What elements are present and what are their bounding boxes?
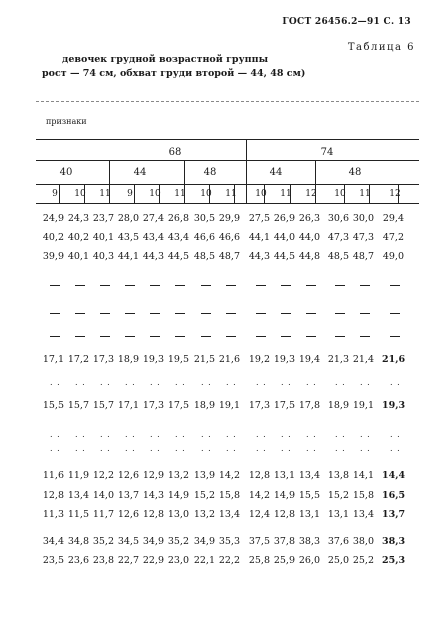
table-cell: 23,8: [92, 555, 114, 566]
table-cell: 14,1: [352, 470, 374, 481]
table-cell: 15,2: [327, 490, 349, 501]
table-cell: 14,2: [248, 490, 270, 501]
table-cell: 19,3: [382, 400, 406, 411]
table-cell: 14,3: [142, 490, 164, 501]
empty-dash: [390, 285, 400, 286]
empty-dash: [226, 313, 236, 314]
empty-dash: [50, 313, 60, 314]
column-header: 9: [52, 189, 58, 199]
table-cell: 17,3: [92, 354, 114, 365]
empty-dots: . .: [335, 378, 346, 387]
empty-dash: [335, 285, 345, 286]
header-line: [36, 203, 419, 204]
table-cell: 24,3: [67, 213, 89, 224]
table-cell: 25,3: [382, 555, 406, 566]
table-cell: 47,3: [352, 232, 374, 243]
table-cell: 17,1: [117, 400, 139, 411]
empty-dots: . .: [226, 444, 237, 453]
empty-dash: [335, 336, 345, 337]
empty-dots: . .: [100, 430, 111, 439]
table-cell: 17,5: [167, 400, 189, 411]
table-cell: 13,4: [298, 470, 320, 481]
empty-dots: . .: [390, 378, 401, 387]
table-cell: 19,1: [218, 400, 240, 411]
empty-dash: [226, 285, 236, 286]
empty-dots: . .: [150, 444, 161, 453]
table-cell: 29,4: [382, 213, 404, 224]
subgroup-header: 48: [203, 167, 217, 178]
table-cell: 18,9: [117, 354, 139, 365]
table-cell: 22,1: [193, 555, 215, 566]
empty-dash: [390, 336, 400, 337]
header-rule: [36, 139, 419, 140]
empty-dots: . .: [100, 378, 111, 387]
table-cell: 11,5: [67, 509, 89, 520]
table-cell: 15,5: [42, 400, 64, 411]
table-cell: 13,4: [352, 509, 374, 520]
empty-dots: . .: [125, 378, 136, 387]
table-cell: 34,5: [117, 536, 139, 547]
top-dashed-rule: [36, 101, 419, 102]
table-cell: 14,2: [218, 470, 240, 481]
table-cell: 23,6: [67, 555, 89, 566]
header-line: [36, 160, 419, 161]
empty-dots: . .: [306, 444, 317, 453]
table-title-line2: рост — 74 см, обхват груди второй — 44, 48 см): [42, 68, 306, 79]
empty-dots: . .: [50, 430, 61, 439]
column-header: 10: [200, 189, 212, 199]
empty-dash: [360, 313, 370, 314]
table-cell: 22,7: [117, 555, 139, 566]
table-cell: 30,5: [193, 213, 215, 224]
empty-dots: . .: [256, 444, 267, 453]
empty-dash: [360, 336, 370, 337]
table-cell: 12,8: [42, 490, 64, 501]
empty-dash: [335, 313, 345, 314]
empty-dash: [50, 336, 60, 337]
empty-dots: . .: [150, 430, 161, 439]
empty-dash: [75, 285, 85, 286]
table-cell: 35,2: [92, 536, 114, 547]
column-header: 11: [225, 189, 237, 199]
table-cell: 15,8: [218, 490, 240, 501]
table-cell: 38,3: [382, 536, 406, 547]
column-header: 11: [174, 189, 186, 199]
table-title-line1: девочек грудной возрастной группы: [62, 54, 269, 65]
empty-dots: . .: [360, 444, 371, 453]
table-cell: 35,3: [218, 536, 240, 547]
empty-dash: [256, 336, 266, 337]
table-cell: 19,3: [142, 354, 164, 365]
table-cell: 40,2: [42, 232, 64, 243]
column-header: 10: [255, 189, 267, 199]
table-cell: 48,5: [327, 251, 349, 262]
empty-dash: [175, 313, 185, 314]
table-cell: 37,8: [273, 536, 295, 547]
table-cell: 26,3: [298, 213, 320, 224]
table-cell: 14,0: [92, 490, 114, 501]
table-cell: 19,3: [273, 354, 295, 365]
empty-dots: . .: [125, 444, 136, 453]
empty-dots: . .: [281, 444, 292, 453]
table-cell: 35,2: [167, 536, 189, 547]
table-cell: 13,4: [67, 490, 89, 501]
empty-dash: [306, 336, 316, 337]
empty-dots: . .: [75, 378, 86, 387]
empty-dash: [100, 336, 110, 337]
empty-dash: [150, 313, 160, 314]
table-cell: 47,2: [382, 232, 404, 243]
group-header: 68: [168, 147, 182, 158]
column-header: 11: [359, 189, 371, 199]
table-cell: 38,0: [352, 536, 374, 547]
table-cell: 15,7: [67, 400, 89, 411]
table-cell: 38,3: [298, 536, 320, 547]
empty-dash: [150, 285, 160, 286]
table-cell: 13,1: [298, 509, 320, 520]
table-cell: 44,3: [142, 251, 164, 262]
table-cell: 22,9: [142, 555, 164, 566]
table-cell: 43,5: [117, 232, 139, 243]
table-cell: 19,1: [352, 400, 374, 411]
table-cell: 13,2: [193, 509, 215, 520]
empty-dash: [75, 336, 85, 337]
table-cell: 21,3: [327, 354, 349, 365]
table-cell: 26,0: [298, 555, 320, 566]
empty-dots: . .: [390, 430, 401, 439]
table-cell: 22,2: [218, 555, 240, 566]
group-header: 74: [320, 147, 334, 158]
table-cell: 17,8: [298, 400, 320, 411]
table-cell: 13,1: [273, 470, 295, 481]
empty-dots: . .: [281, 430, 292, 439]
table-cell: 15,7: [92, 400, 114, 411]
table-cell: 34,9: [193, 536, 215, 547]
table-cell: 47,3: [327, 232, 349, 243]
table-cell: 40,2: [67, 232, 89, 243]
table-cell: 13,1: [327, 509, 349, 520]
table-cell: 16,5: [382, 490, 406, 501]
table-cell: 17,5: [273, 400, 295, 411]
table-cell: 25,2: [352, 555, 374, 566]
table-cell: 17,1: [42, 354, 64, 365]
table-cell: 13,0: [167, 509, 189, 520]
table-cell: 12,6: [117, 470, 139, 481]
table-cell: 19,2: [248, 354, 270, 365]
table-cell: 37,5: [248, 536, 270, 547]
table-cell: 26,9: [273, 213, 295, 224]
table-cell: 43,4: [167, 232, 189, 243]
table-cell: 37,6: [327, 536, 349, 547]
table-cell: 15,8: [352, 490, 374, 501]
table-cell: 44,5: [167, 251, 189, 262]
empty-dash: [256, 285, 266, 286]
table-cell: 13,7: [117, 490, 139, 501]
empty-dots: . .: [306, 378, 317, 387]
table-cell: 28,0: [117, 213, 139, 224]
empty-dash: [306, 313, 316, 314]
table-cell: 44,1: [248, 232, 270, 243]
table-cell: 23,0: [167, 555, 189, 566]
table-cell: 46,6: [193, 232, 215, 243]
empty-dots: . .: [175, 378, 186, 387]
empty-dots: . .: [226, 378, 237, 387]
table-cell: 13,4: [218, 509, 240, 520]
empty-dash: [125, 285, 135, 286]
table-cell: 48,5: [193, 251, 215, 262]
table-cell: 11,7: [92, 509, 114, 520]
empty-dots: . .: [125, 430, 136, 439]
empty-dash: [125, 336, 135, 337]
empty-dots: . .: [150, 378, 161, 387]
table-cell: 23,5: [42, 555, 64, 566]
empty-dots: . .: [226, 430, 237, 439]
table-cell: 18,9: [327, 400, 349, 411]
table-cell: 18,9: [193, 400, 215, 411]
table-cell: 44,1: [117, 251, 139, 262]
empty-dash: [360, 285, 370, 286]
empty-dots: . .: [335, 430, 346, 439]
column-header: 12: [305, 189, 317, 199]
subgroup-header: 48: [348, 167, 362, 178]
empty-dots: . .: [175, 430, 186, 439]
table-cell: 30,6: [327, 213, 349, 224]
empty-dash: [256, 313, 266, 314]
table-cell: 34,4: [42, 536, 64, 547]
table-cell: 14,9: [273, 490, 295, 501]
table-cell: 15,5: [298, 490, 320, 501]
empty-dash: [125, 313, 135, 314]
empty-dash: [201, 313, 211, 314]
empty-dots: . .: [201, 378, 212, 387]
table-cell: 12,8: [273, 509, 295, 520]
table-cell: 21,6: [382, 354, 406, 365]
table-cell: 15,2: [193, 490, 215, 501]
table-cell: 49,0: [382, 251, 404, 262]
empty-dash: [281, 336, 291, 337]
table-cell: 40,1: [92, 232, 114, 243]
table-cell: 44,5: [273, 251, 295, 262]
table-cell: 21,5: [193, 354, 215, 365]
column-header: 10: [74, 189, 86, 199]
table-cell: 27,5: [248, 213, 270, 224]
table-cell: 40,3: [92, 251, 114, 262]
table-cell: 17,3: [142, 400, 164, 411]
table-cell: 21,4: [352, 354, 374, 365]
empty-dash: [100, 313, 110, 314]
column-header: 12: [389, 189, 401, 199]
empty-dash: [75, 313, 85, 314]
subgroup-header: 44: [269, 167, 283, 178]
table-cell: 17,2: [67, 354, 89, 365]
table-cell: 44,3: [248, 251, 270, 262]
empty-dash: [281, 313, 291, 314]
table-cell: 12,4: [248, 509, 270, 520]
column-header: 10: [149, 189, 161, 199]
table-cell: 11,3: [42, 509, 64, 520]
empty-dots: . .: [75, 444, 86, 453]
column-separator: [246, 184, 247, 203]
table-cell: 44,0: [273, 232, 295, 243]
table-cell: 44,0: [298, 232, 320, 243]
empty-dots: . .: [306, 430, 317, 439]
table-cell: 14,4: [382, 470, 406, 481]
table-cell: 12,6: [117, 509, 139, 520]
empty-dots: . .: [281, 378, 292, 387]
table-cell: 23,7: [92, 213, 114, 224]
empty-dots: . .: [75, 430, 86, 439]
empty-dots: . .: [175, 444, 186, 453]
table-cell: 19,4: [298, 354, 320, 365]
empty-dash: [201, 336, 211, 337]
empty-dots: . .: [201, 444, 212, 453]
table-cell: 21,6: [218, 354, 240, 365]
table-cell: 34,9: [142, 536, 164, 547]
empty-dots: . .: [335, 444, 346, 453]
table-cell: 11,9: [67, 470, 89, 481]
table-cell: 30,0: [352, 213, 374, 224]
empty-dash: [100, 285, 110, 286]
empty-dots: . .: [201, 430, 212, 439]
priznaki-label: признаки: [46, 117, 87, 126]
table-cell: 34,8: [67, 536, 89, 547]
column-header: 10: [334, 189, 346, 199]
empty-dots: . .: [100, 444, 111, 453]
table-cell: 19,5: [167, 354, 189, 365]
table-cell: 12,2: [92, 470, 114, 481]
column-header: 9: [127, 189, 133, 199]
table-cell: 12,9: [142, 470, 164, 481]
table-cell: 25,8: [248, 555, 270, 566]
table-cell: 12,8: [248, 470, 270, 481]
table-cell: 44,8: [298, 251, 320, 262]
empty-dash: [175, 336, 185, 337]
empty-dots: . .: [256, 378, 267, 387]
column-header: 11: [280, 189, 292, 199]
table-cell: 13,8: [327, 470, 349, 481]
table-label: Таблица 6: [347, 42, 415, 53]
table-cell: 43,4: [142, 232, 164, 243]
empty-dash: [306, 285, 316, 286]
subgroup-header: 44: [133, 167, 147, 178]
table-cell: 14,9: [167, 490, 189, 501]
table-cell: 27,4: [142, 213, 164, 224]
table-cell: 46,6: [218, 232, 240, 243]
empty-dash: [281, 285, 291, 286]
empty-dash: [175, 285, 185, 286]
column-header: 11: [99, 189, 111, 199]
table-cell: 29,9: [218, 213, 240, 224]
table-cell: 12,8: [142, 509, 164, 520]
empty-dash: [201, 285, 211, 286]
empty-dash: [390, 313, 400, 314]
table-cell: 25,0: [327, 555, 349, 566]
subgroup-header: 40: [59, 167, 73, 178]
table-cell: 48,7: [218, 251, 240, 262]
empty-dots: . .: [360, 430, 371, 439]
table-cell: 26,8: [167, 213, 189, 224]
page-reference: ГОСТ 26456.2—91 С. 13: [282, 17, 411, 27]
table-cell: 13,7: [382, 509, 406, 520]
header-line: [36, 184, 419, 185]
table-cell: 24,9: [42, 213, 64, 224]
empty-dots: . .: [360, 378, 371, 387]
empty-dots: . .: [50, 444, 61, 453]
table-cell: 11,6: [42, 470, 64, 481]
table-cell: 25,9: [273, 555, 295, 566]
table-cell: 40,1: [67, 251, 89, 262]
empty-dots: . .: [50, 378, 61, 387]
table-cell: 48,7: [352, 251, 374, 262]
table-cell: 13,2: [167, 470, 189, 481]
empty-dash: [226, 336, 236, 337]
table-cell: 17,3: [248, 400, 270, 411]
empty-dash: [150, 336, 160, 337]
table-cell: 13,9: [193, 470, 215, 481]
empty-dash: [50, 285, 60, 286]
table-cell: 39,9: [42, 251, 64, 262]
empty-dots: . .: [390, 444, 401, 453]
empty-dots: . .: [256, 430, 267, 439]
